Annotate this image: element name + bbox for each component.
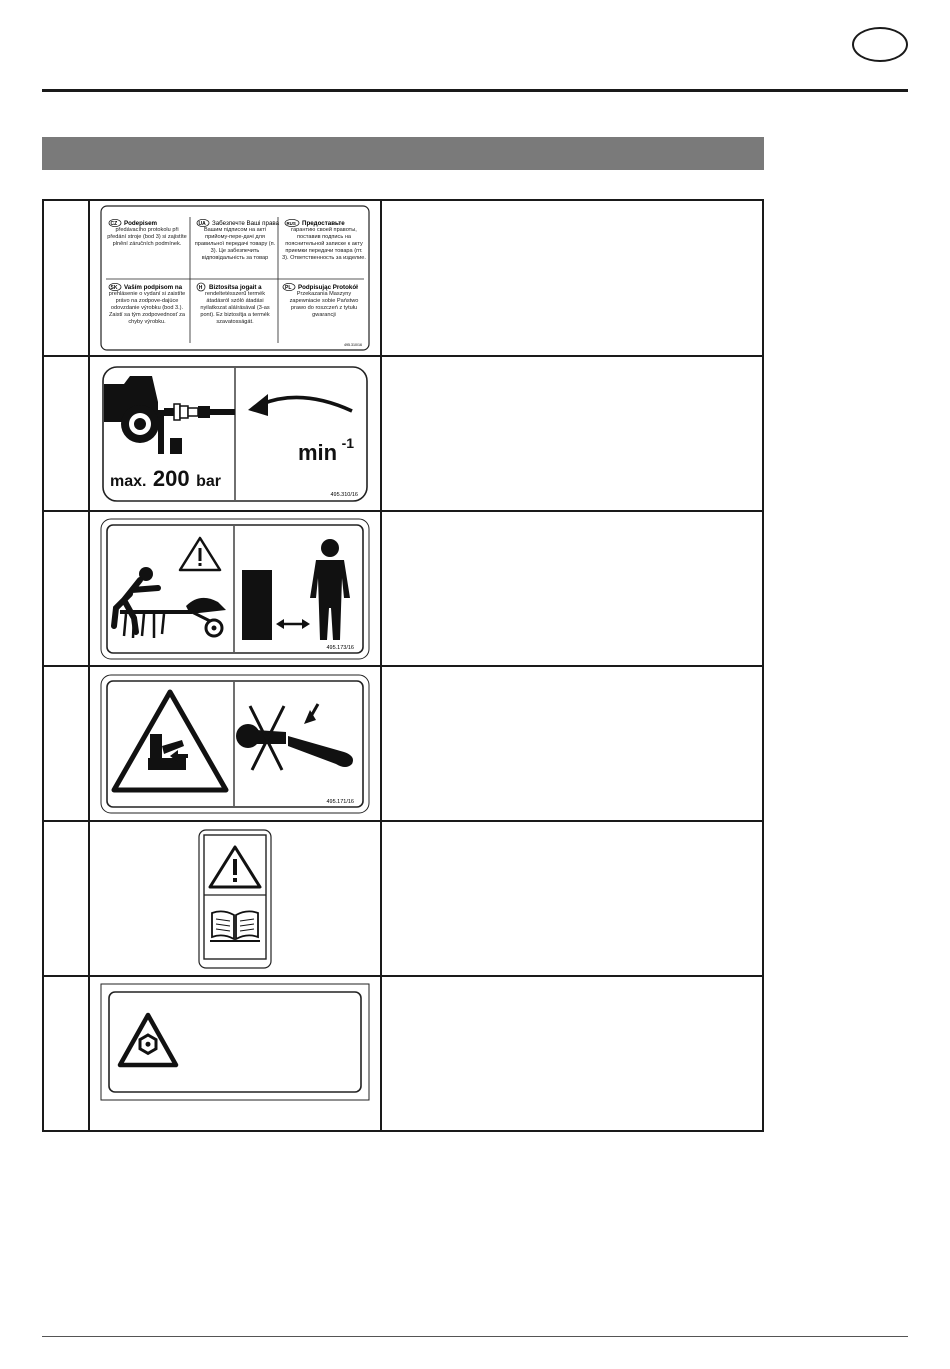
section-title-bar (42, 137, 764, 170)
table-row (43, 356, 763, 511)
decal-cell (89, 976, 381, 1131)
row-number-cell (43, 356, 89, 511)
decal-part-number: 495.310/16 (330, 491, 358, 498)
svg-text:UA: UA (198, 221, 206, 227)
row-number-cell (43, 976, 89, 1131)
svg-text:SK: SK (110, 285, 118, 291)
description-cell (381, 200, 763, 356)
svg-text:Предоставьте: Предоставьте (302, 220, 345, 227)
decal-table (42, 199, 764, 1132)
svg-text:Podepisem: Podepisem (124, 220, 158, 227)
handover-protocol-decal (100, 205, 370, 351)
hydraulic-pressure-decal (102, 366, 368, 502)
lang-cell-cz: CZ Podepisem předávacího protokolu při předání stroje (bod 3) si zajistíte plnění záručních podmínek. (107, 220, 187, 247)
row-number-cell (43, 200, 89, 356)
lang-cell-ua: UA Забезпечте Ваші права Вашим підписом на акті прийому-пере-дачі для правильної передачі товару (п. 3). Це забезпечить відповідальність за товар (194, 220, 280, 261)
table-row (43, 821, 763, 976)
svg-text:Забезпечте Ваші права: Забезпечте Ваші права (212, 220, 280, 227)
lang-cell-h: H Biztosítsa jogait a rendeltetésszerű termék átadásról szóló átadási nyilatkozat aláírásával (3-as pont). Ez biztosítja a termék szavatosságát. (198, 284, 270, 325)
language-badge (852, 27, 908, 62)
description-cell (381, 356, 763, 511)
table-row (43, 511, 763, 666)
row-number-cell (43, 511, 89, 666)
svg-text:H: H (198, 285, 203, 291)
decal-part-number: 495.173/16 (326, 644, 354, 651)
decal-cell (89, 821, 381, 976)
svg-text:PL: PL (285, 285, 292, 291)
row-number-cell (43, 821, 89, 976)
table-row (43, 200, 763, 356)
footer-rule (42, 1336, 908, 1337)
svg-text:RUS: RUS (286, 221, 296, 226)
row-number-cell (43, 666, 89, 821)
lang-cell-rus: RUS Предоставьте гарантию своей правоты, поставив подпись на пояснительной записке к акту приемки передачи товара (пт. 3). Ответственность за изделие. (282, 220, 366, 261)
decal-cell (89, 356, 381, 511)
description-cell (381, 976, 763, 1131)
decal-cell (89, 200, 381, 356)
description-cell (381, 666, 763, 821)
table-row (43, 976, 763, 1131)
rpm-label: min -1 (298, 434, 355, 465)
table-row (43, 666, 763, 821)
fall-hazard-distance-decal (100, 518, 370, 660)
description-cell (381, 821, 763, 976)
svg-text:CZ: CZ (110, 221, 118, 227)
svg-text:Vaším podpisom na: Vaším podpisom na (124, 284, 183, 291)
decal-part-number: 495.310/16 (344, 343, 362, 347)
crush-hazard-decal (100, 674, 370, 814)
lang-cell-sk: SK Vaším podpisom na prehlásenie o vydaní si zaistíte právo na zodpove-dajúce odovzdanie výrobku (bod 3.). Zaistí sa tým zodpovednosť za chyby výrobku. (108, 284, 186, 325)
check-bolts-decal (100, 983, 370, 1101)
decal-cell (89, 666, 381, 821)
lang-cell-pl: PL Podpisując Protokół Przekazania Maszyny zapewniacie sobie Państwo prawo do roszczeń z tytułu gwarancji (285, 284, 359, 318)
svg-text:Biztosítsa jogait a: Biztosítsa jogait a (209, 284, 262, 291)
description-cell (381, 511, 763, 666)
svg-text:Podpisując Protokół: Podpisując Protokół (298, 284, 358, 291)
read-manual-decal (198, 829, 272, 969)
decal-cell (89, 511, 381, 666)
decal-part-number: 495.171/16 (326, 798, 354, 805)
header-rule (42, 89, 908, 92)
pressure-label: max. 200 bar (110, 465, 221, 491)
